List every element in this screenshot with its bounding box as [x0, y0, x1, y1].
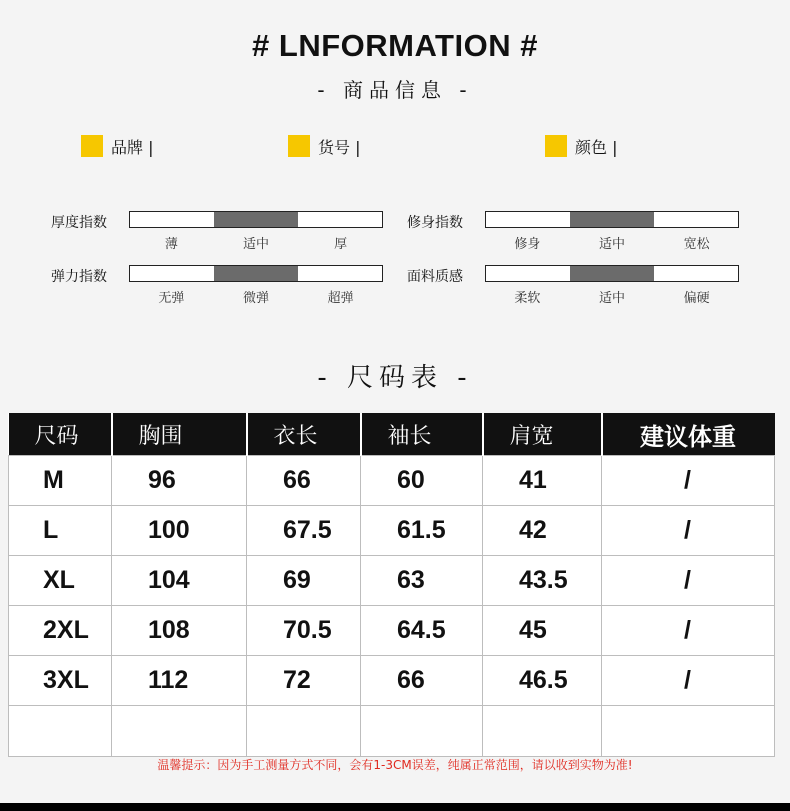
- fabric-ticks: [485, 287, 739, 306]
- header-size: 尺码: [9, 413, 112, 456]
- meter-segment: [130, 266, 214, 281]
- tick-label: 薄: [164, 237, 178, 252]
- chest-cell: 96: [112, 456, 247, 506]
- elasticity-index-label: 弹力指数: [51, 269, 107, 285]
- tick-label: 无弹: [158, 291, 185, 306]
- meter-segment: [654, 212, 738, 227]
- table-row: [9, 506, 775, 556]
- fabric-index-label: 面料质感: [407, 269, 463, 285]
- sku-label: 货号 |: [318, 137, 361, 157]
- meter-segment: [298, 266, 382, 281]
- yellow-square-icon: [288, 135, 310, 157]
- chest-cell: 100: [112, 506, 247, 556]
- meter-segment: [486, 212, 570, 227]
- thickness-ticks: [129, 233, 383, 252]
- sleeve-cell: 63: [361, 556, 483, 606]
- size-table: [8, 413, 775, 757]
- weight-cell: /: [602, 656, 775, 706]
- sleeve-cell: 64.5: [361, 606, 483, 656]
- length-cell: 70.5: [247, 606, 361, 656]
- fit-meter: [485, 211, 739, 228]
- chest-cell: 112: [112, 656, 247, 706]
- sleeve-cell: 66: [361, 656, 483, 706]
- page-subtitle: - 商品信息 -: [317, 78, 473, 102]
- meter-segment: [654, 266, 738, 281]
- sku-field: [288, 133, 360, 159]
- shoulder-cell: 43.5: [483, 556, 602, 606]
- length-cell: 69: [247, 556, 361, 606]
- chest-cell: 104: [112, 556, 247, 606]
- yellow-square-icon: [81, 135, 103, 157]
- shoulder-cell: 41: [483, 456, 602, 506]
- size-cell: XL: [9, 556, 112, 606]
- color-label: 颜色 |: [575, 137, 618, 157]
- tick-label: 宽松: [683, 237, 710, 252]
- tick-label: 适中: [599, 291, 626, 306]
- empty-cell: [247, 706, 361, 757]
- meter-segment: [214, 266, 298, 281]
- sleeve-cell: 60: [361, 456, 483, 506]
- shoulder-cell: 42: [483, 506, 602, 556]
- length-cell: 72: [247, 656, 361, 706]
- thickness-index-label: 厚度指数: [51, 215, 107, 231]
- empty-cell: [602, 706, 775, 757]
- tick-label: 微弹: [243, 291, 270, 306]
- length-cell: 67.5: [247, 506, 361, 556]
- tick-label: 超弹: [327, 291, 354, 306]
- weight-cell: /: [602, 606, 775, 656]
- table-header-row: [9, 413, 775, 456]
- tick-label: 偏硬: [683, 291, 710, 306]
- weight-cell: /: [602, 506, 775, 556]
- size-cell: M: [9, 456, 112, 506]
- size-chart-title: - 尺码表 -: [317, 363, 473, 393]
- chest-cell: 108: [112, 606, 247, 656]
- meter-segment: [570, 266, 654, 281]
- bottom-border: [0, 803, 790, 811]
- length-cell: 66: [247, 456, 361, 506]
- brand-label: 品牌 |: [111, 137, 154, 157]
- shoulder-cell: 45: [483, 606, 602, 656]
- header-sleeve: 袖长: [361, 413, 483, 456]
- page-title: # LNFORMATION #: [252, 28, 538, 63]
- fit-ticks: [485, 233, 739, 252]
- elasticity-ticks: [129, 287, 383, 306]
- empty-cell: [483, 706, 602, 757]
- table-row-empty: [9, 706, 775, 757]
- fit-index-label: 修身指数: [407, 215, 463, 231]
- weight-cell: /: [602, 456, 775, 506]
- tick-label: 修身: [514, 237, 541, 252]
- thickness-meter: [129, 211, 383, 228]
- header-length: 衣长: [247, 413, 361, 456]
- tick-label: 适中: [599, 237, 626, 252]
- measurement-note: 温馨提示：因为手工测量方式不同，会有1-3CM误差，纯属正常范围，请以收到实物为准!: [157, 758, 633, 772]
- empty-cell: [112, 706, 247, 757]
- fabric-meter: [485, 265, 739, 282]
- table-row: [9, 456, 775, 506]
- table-row: [9, 556, 775, 606]
- header-shoulder: 肩宽: [483, 413, 602, 456]
- meter-segment: [486, 266, 570, 281]
- tick-label: 厚: [334, 237, 348, 252]
- elasticity-meter: [129, 265, 383, 282]
- meter-segment: [130, 212, 214, 227]
- brand-info-row: [0, 133, 790, 159]
- shoulder-cell: 46.5: [483, 656, 602, 706]
- size-cell: 3XL: [9, 656, 112, 706]
- brand-field: [81, 133, 153, 159]
- meter-segment: [214, 212, 298, 227]
- yellow-square-icon: [545, 135, 567, 157]
- table-row: [9, 656, 775, 706]
- meter-segment: [570, 212, 654, 227]
- size-cell: L: [9, 506, 112, 556]
- header-weight: 建议体重: [602, 413, 775, 456]
- header-chest: 胸围: [112, 413, 247, 456]
- color-field: [545, 133, 617, 159]
- meter-segment: [298, 212, 382, 227]
- size-cell: 2XL: [9, 606, 112, 656]
- tick-label: 柔软: [514, 291, 541, 306]
- weight-cell: /: [602, 556, 775, 606]
- table-row: [9, 606, 775, 656]
- tick-label: 适中: [243, 237, 270, 252]
- empty-cell: [9, 706, 112, 757]
- sleeve-cell: 61.5: [361, 506, 483, 556]
- empty-cell: [361, 706, 483, 757]
